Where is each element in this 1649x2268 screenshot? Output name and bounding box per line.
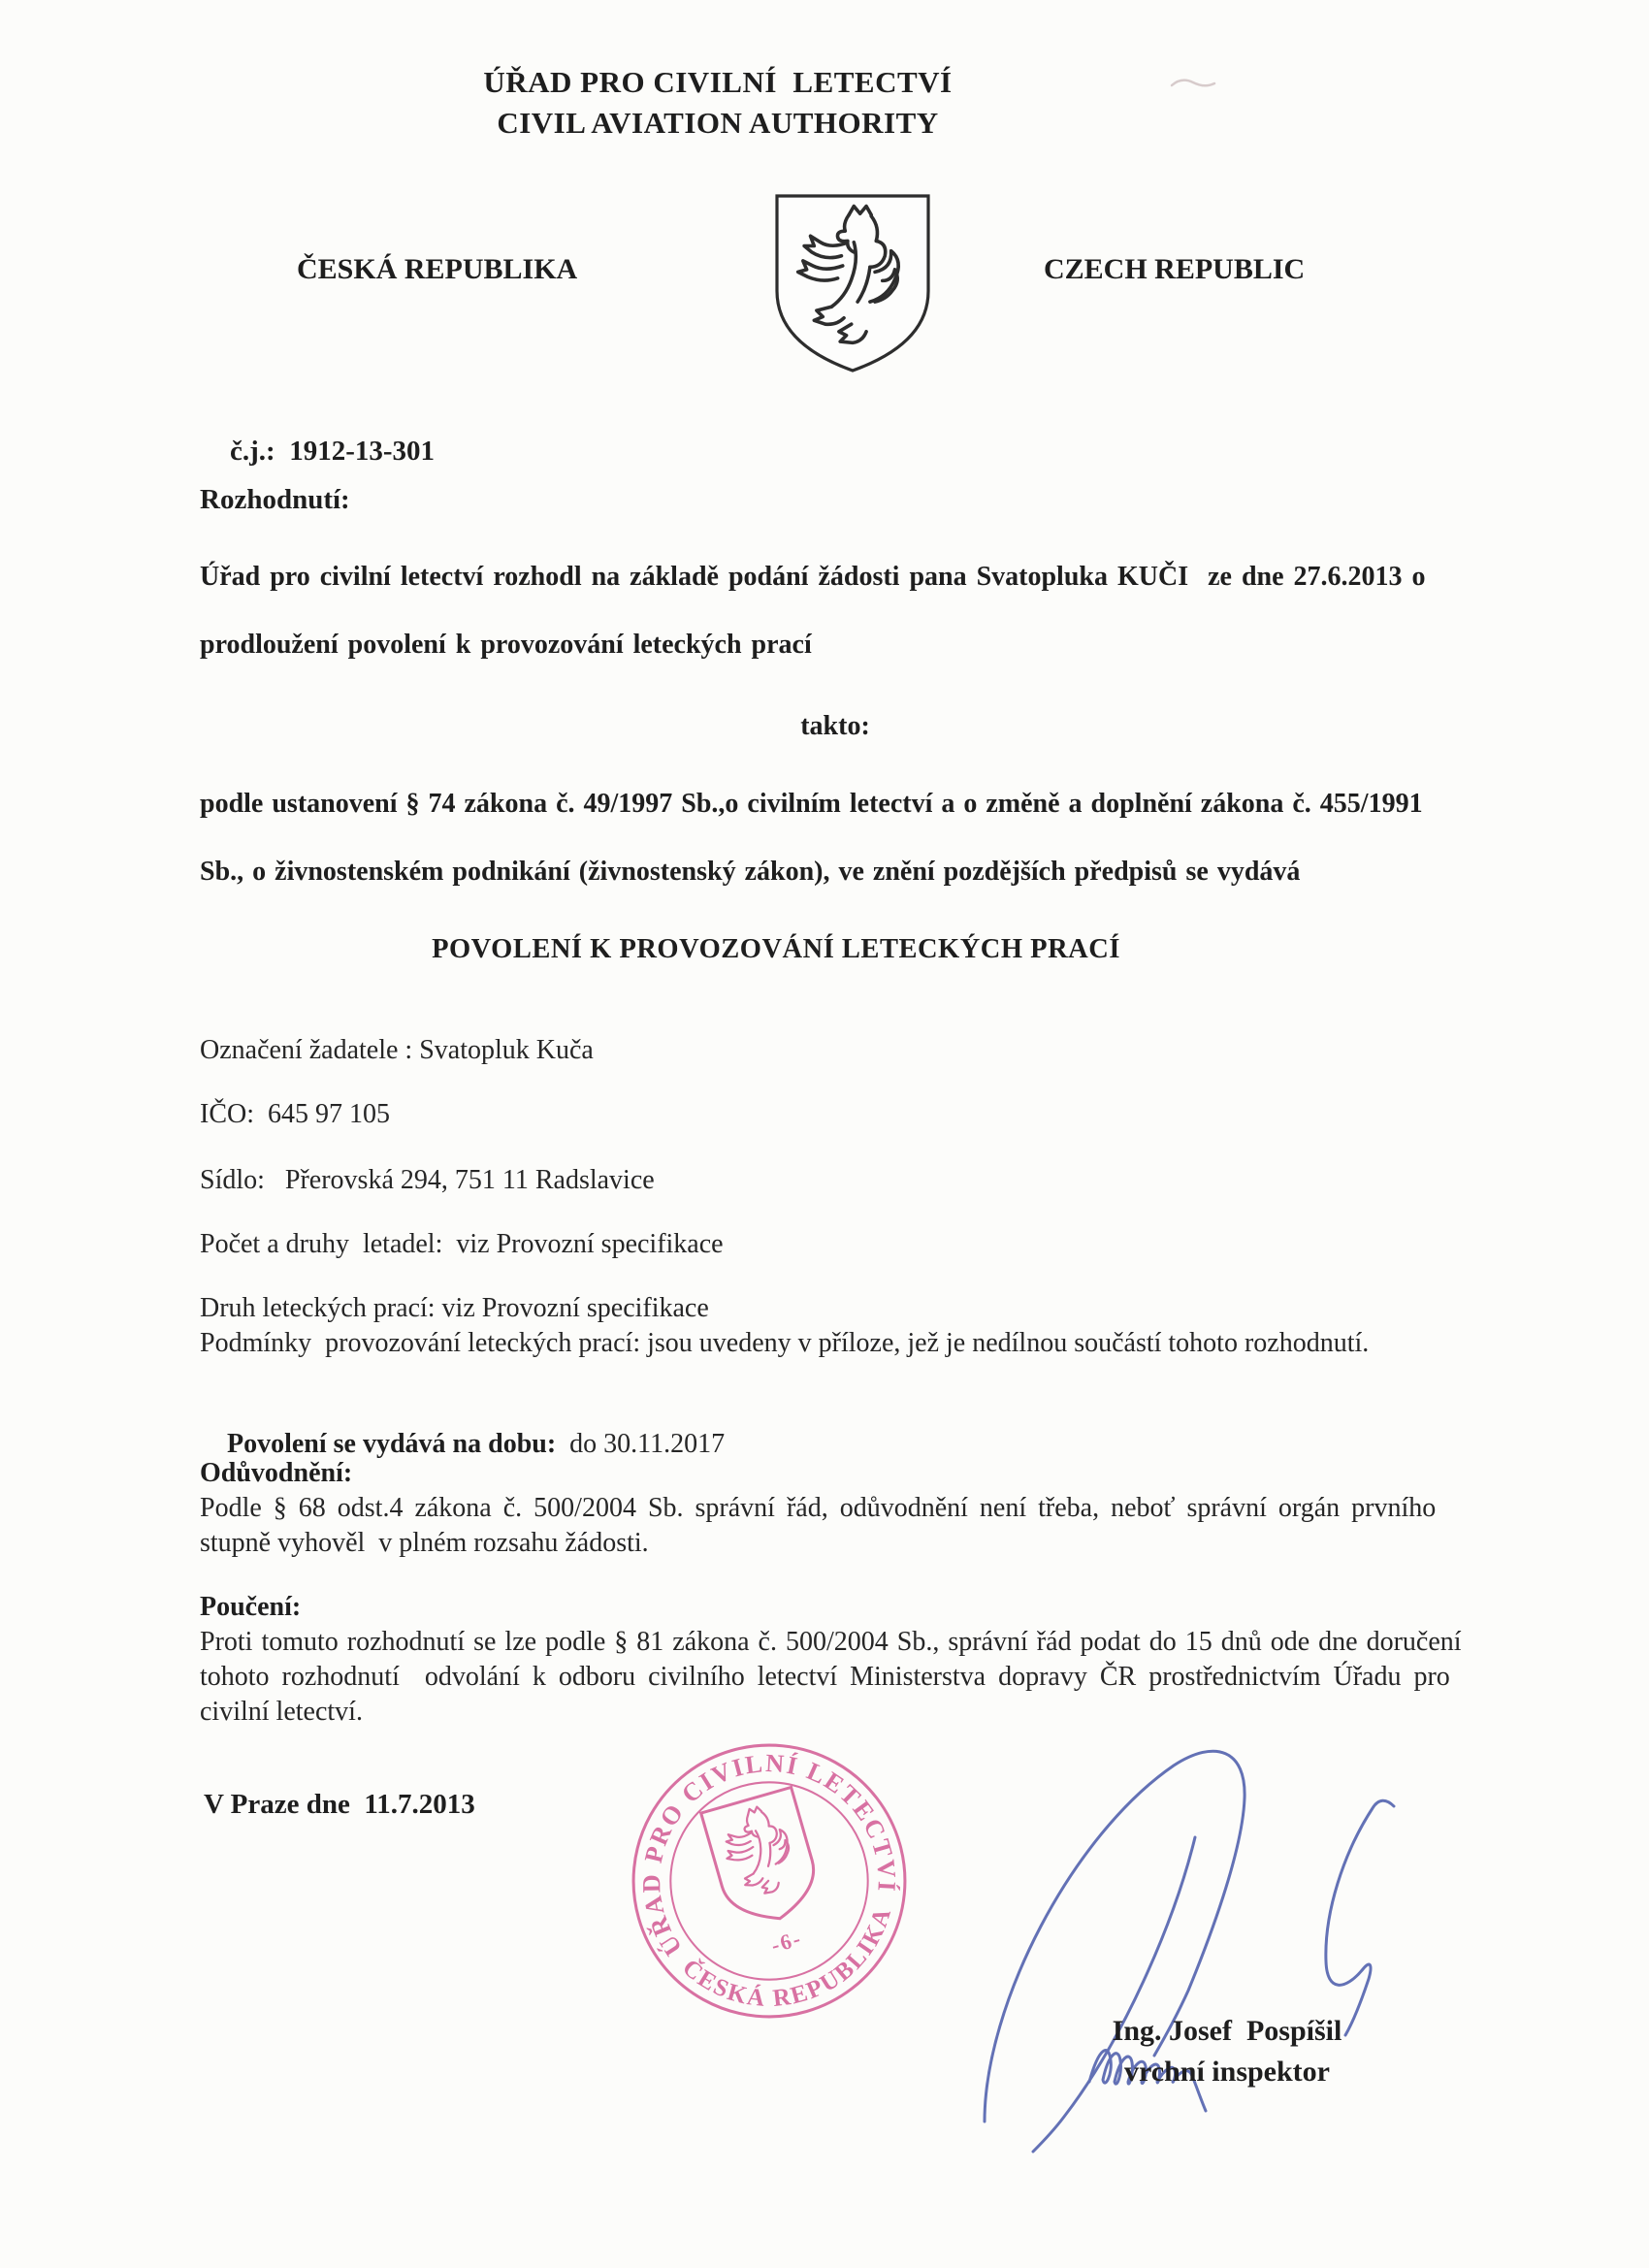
aircraft-count-line: Počet a druhy letadel: viz Provozní specifikace — [200, 1229, 724, 1259]
signer-title: vrchní inspektor — [1124, 2056, 1330, 2088]
decision-heading: Rozhodnutí: — [200, 484, 350, 515]
oduvodneni-line-1: Podle § 68 odst.4 zákona č. 500/2004 Sb. správní řád, odůvodnění není třeba, neboť správní orgán prvního — [200, 1493, 1437, 1523]
stamp-number: -6- — [768, 1926, 805, 1958]
applicant-line: Označení žadatele : Svatopluk Kuča — [200, 1035, 594, 1065]
legal-basis-line-2: Sb., o živnostenském podnikání (živnostenský zákon), ve znění pozdějších předpisů se vydává — [200, 857, 1301, 887]
pouceni-line-2: tohoto rozhodnutí odvolání k odboru civilního letectví Ministerstva dopravy ČR prostřednictvím Úřadu pro — [200, 1662, 1450, 1692]
reference-value: 1912-13-301 — [289, 435, 436, 467]
stamp-shield — [701, 1787, 825, 1931]
pouceni-line-3: civilní letectví. — [200, 1697, 363, 1727]
signer-name: Ing. Josef Pospíšil — [1112, 2015, 1342, 2047]
legal-basis-line-1: podle ustanovení § 74 zákona č. 49/1997 Sb.,o civilním letectví a o změně a doplnění zákona č. 455/1991 — [200, 789, 1423, 819]
coat-of-arms-czech-lion-icon — [771, 190, 934, 376]
stamp-ring-bottom-text: ČESKÁ REPUBLIKA — [677, 1903, 897, 2013]
pouceni-line-1: Proti tomuto rozhodnutí se lze podle § 81 zákona č. 500/2004 Sb., správní řád podat do 15 dnů ode dne doručení — [200, 1627, 1462, 1657]
takto-line: takto: — [800, 711, 870, 741]
validity-label: Povolení se vydává na dobu: — [227, 1428, 557, 1459]
validity-value: do 30.11.2017 — [569, 1428, 726, 1459]
permit-title: POVOLENÍ K PROVOZOVÁNÍ LETECKÝCH PRACÍ — [432, 934, 1120, 964]
stamp-lion-icon — [716, 1801, 800, 1901]
validity-spacer — [556, 1429, 569, 1459]
work-type-line: Druh leteckých prací: viz Provozní specifikace — [200, 1293, 709, 1323]
country-label-czech: ČESKÁ REPUBLIKA — [297, 253, 578, 285]
decision-intro-line-1: Úřad pro civilní letectví rozhodl na základě podání žádosti pana Svatopluka KUČI ze dne 27.6.2013 o — [200, 562, 1426, 592]
stamp-ring-top-text: ÚŘAD PRO CIVILNÍ LETECTVÍ — [637, 1748, 902, 1961]
place-date-line: V Praze dne 11.7.2013 — [204, 1789, 475, 1820]
header-authority-english: CIVIL AVIATION AUTHORITY — [497, 106, 939, 140]
reference-label: č.j.: — [230, 435, 275, 467]
oduvodneni-line-2: stupně vyhověl v plném rozsahu žádosti. — [200, 1528, 649, 1558]
pouceni-heading: Poučení: — [200, 1592, 302, 1622]
scan-smudge-artifact — [1164, 68, 1222, 97]
header-authority-czech: ÚŘAD PRO CIVILNÍ LETECTVÍ — [483, 65, 953, 99]
signature-ink — [955, 1719, 1499, 2180]
reference-spacer — [275, 436, 290, 467]
official-round-stamp — [623, 1734, 916, 2027]
sidlo-line: Sídlo: Přerovská 294, 751 11 Radslavice — [200, 1165, 655, 1195]
oduvodneni-heading: Odůvodnění: — [200, 1458, 353, 1488]
conditions-line: Podmínky provozování leteckých prací: jsou uvedeny v příloze, jež je nedílnou součástí tohoto rozhodnutí. — [200, 1328, 1370, 1358]
country-label-english: CZECH REPUBLIC — [1044, 253, 1306, 285]
decision-intro-line-2: prodloužení povolení k provozování leteckých prací — [200, 630, 812, 660]
ico-line: IČO: 645 97 105 — [200, 1099, 390, 1129]
